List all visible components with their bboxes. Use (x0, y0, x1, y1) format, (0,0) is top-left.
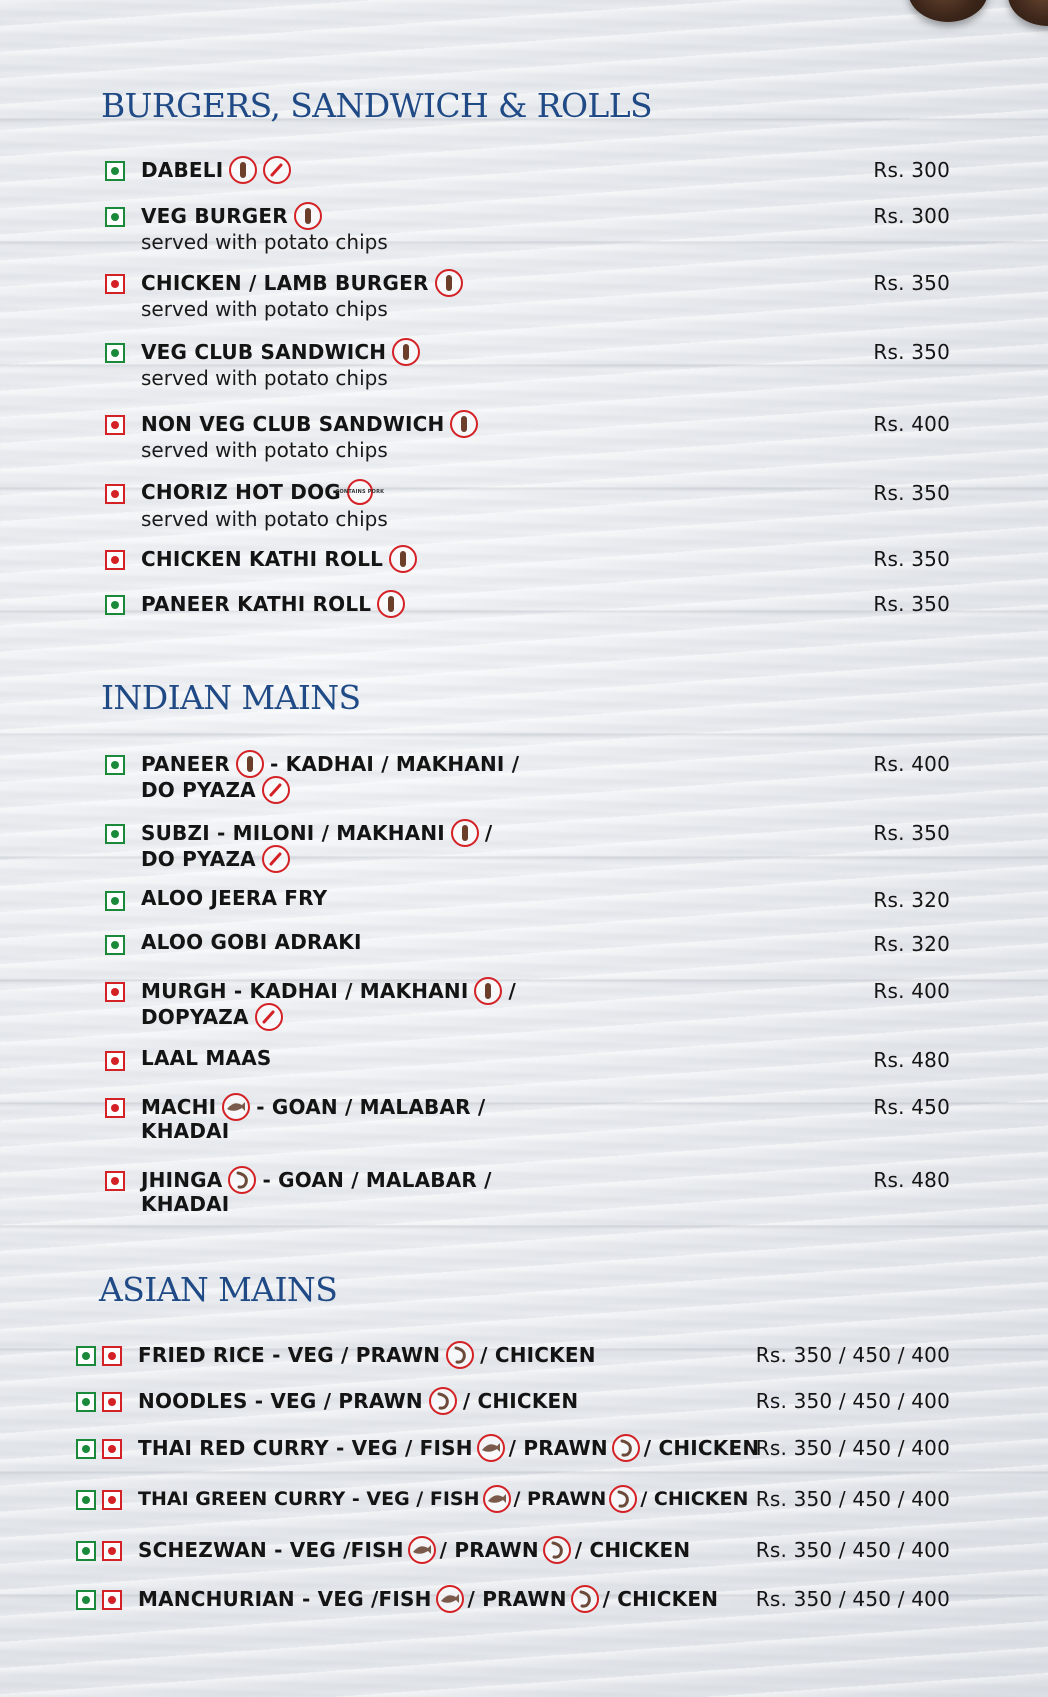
item-price: Rs. 450 (873, 1095, 950, 1119)
item-price: Rs. 400 (873, 979, 950, 1003)
prawn-icon (571, 1585, 599, 1613)
item-name: VEG BURGER (141, 204, 288, 228)
spicy-mild-icon (474, 977, 502, 1005)
item-name-variants: / (508, 979, 516, 1003)
contains-pork-icon: CONTAINS PORK (347, 479, 373, 505)
spicy-mild-icon (389, 545, 417, 573)
item-name-part: / CHICKEN (643, 1436, 760, 1460)
item-name-line2: DO PYAZA (141, 778, 256, 802)
item-price: Rs. 350 / 450 / 400 (755, 1487, 950, 1511)
item-name: FRIED RICE - VEG / PRAWN (138, 1343, 441, 1367)
spicy-mild-icon (450, 410, 478, 438)
spicy-chilli-icon (255, 1003, 283, 1031)
item-price: Rs. 350 / 450 / 400 (755, 1538, 950, 1562)
item-name: VEG CLUB SANDWICH (141, 340, 387, 364)
nonveg-icon (105, 484, 125, 504)
item-name: PANEER KATHI ROLL (141, 592, 372, 616)
prawn-icon (609, 1485, 637, 1513)
fish-icon (436, 1585, 464, 1613)
veg-icon (105, 343, 125, 363)
item-description: served with potato chips (141, 438, 388, 462)
item-price: Rs. 350 (873, 271, 950, 295)
item-price: Rs. 480 (873, 1048, 950, 1072)
section-title-burgers: BURGERS, SANDWICH & ROLLS (101, 86, 653, 125)
veg-icon (76, 1541, 96, 1561)
item-description: served with potato chips (141, 366, 388, 390)
veg-icon (105, 207, 125, 227)
fish-icon (483, 1485, 511, 1513)
nonveg-icon (102, 1392, 122, 1412)
item-price: Rs. 320 (873, 932, 950, 956)
item-price: Rs. 350 (873, 340, 950, 364)
item-name: MACHI (141, 1095, 217, 1119)
item-name-part: / CHICKEN (462, 1389, 579, 1413)
veg-icon (76, 1590, 96, 1610)
prawn-icon (446, 1341, 474, 1369)
spicy-chilli-icon (263, 156, 291, 184)
item-name: SUBZI - MILONI / MAKHANI (141, 821, 445, 845)
item-name: NON VEG CLUB SANDWICH (141, 412, 445, 436)
item-price: Rs. 300 (873, 158, 950, 182)
item-name-part: / CHICKEN (640, 1488, 749, 1510)
item-name-line2: KHADAI (141, 1119, 230, 1143)
item-name-variants: - KADHAI / MAKHANI / (269, 752, 520, 776)
spicy-mild-icon (392, 338, 420, 366)
nonveg-icon (102, 1439, 122, 1459)
item-name-part: / CHICKEN (602, 1587, 719, 1611)
item-name: DABELI (141, 158, 224, 182)
nonveg-icon (105, 274, 125, 294)
bowl-image (908, 0, 988, 22)
item-name: JHINGA (141, 1168, 223, 1192)
nonveg-icon (102, 1590, 122, 1610)
veg-icon (76, 1392, 96, 1412)
item-description: served with potato chips (141, 297, 388, 321)
item-name-part: / PRAWN (513, 1488, 607, 1510)
spicy-mild-icon (435, 269, 463, 297)
item-name-part: / PRAWN (467, 1587, 567, 1611)
veg-icon (105, 595, 125, 615)
nonveg-icon (105, 415, 125, 435)
item-name: PANEER (141, 752, 230, 776)
item-name: NOODLES - VEG / PRAWN (138, 1389, 423, 1413)
item-name-variants: - GOAN / MALABAR / (256, 1095, 486, 1119)
item-name-variants: - GOAN / MALABAR / (262, 1168, 492, 1192)
item-price: Rs. 350 (873, 481, 950, 505)
item-name: CHICKEN / LAMB BURGER (141, 271, 429, 295)
veg-icon (105, 935, 125, 955)
item-name-line2: DO PYAZA (141, 847, 256, 871)
section-title-indian-mains: INDIAN MAINS (101, 678, 361, 717)
bowl-image (1008, 0, 1048, 26)
item-name-line2: KHADAI (141, 1192, 230, 1216)
nonveg-icon (102, 1346, 122, 1366)
item-name-variants: / (484, 821, 493, 845)
item-name: MURGH - KADHAI / MAKHANI (141, 979, 469, 1003)
nonveg-icon (102, 1541, 122, 1561)
nonveg-icon (105, 1171, 125, 1191)
item-name-part: / PRAWN (439, 1538, 539, 1562)
item-description: served with potato chips (141, 507, 388, 531)
item-price: Rs. 350 (873, 547, 950, 571)
decorative-bowls (908, 0, 1048, 30)
item-price: Rs. 350 (873, 592, 950, 616)
item-price: Rs. 300 (873, 204, 950, 228)
item-name-part: / PRAWN (508, 1436, 608, 1460)
item-price: Rs. 350 (873, 821, 950, 845)
spicy-chilli-icon (262, 776, 290, 804)
veg-icon (105, 824, 125, 844)
item-name-part: / CHICKEN (480, 1343, 596, 1367)
item-name-line2: DOPYAZA (141, 1005, 249, 1029)
prawn-icon (543, 1536, 571, 1564)
item-name: CHORIZ HOT DOG (141, 480, 341, 504)
spicy-mild-icon (229, 156, 257, 184)
spicy-mild-icon (236, 750, 264, 778)
item-name: MANCHURIAN - VEG /FISH (138, 1587, 432, 1611)
nonveg-icon (105, 1098, 125, 1118)
item-price: Rs. 400 (873, 752, 950, 776)
item-price: Rs. 320 (873, 888, 950, 912)
fish-icon (408, 1536, 436, 1564)
veg-icon (105, 755, 125, 775)
item-name: ALOO GOBI ADRAKI (141, 930, 362, 954)
item-price: Rs. 350 / 450 / 400 (755, 1389, 950, 1413)
spicy-mild-icon (377, 590, 405, 618)
item-name: THAI RED CURRY - VEG / FISH (138, 1436, 473, 1460)
prawn-icon (612, 1434, 640, 1462)
item-description: served with potato chips (141, 230, 388, 254)
section-title-asian-mains: ASIAN MAINS (99, 1270, 338, 1309)
prawn-icon (429, 1387, 457, 1415)
fish-icon (477, 1434, 505, 1462)
fish-icon (222, 1093, 250, 1121)
item-name: THAI GREEN CURRY - VEG / FISH (138, 1488, 480, 1510)
nonveg-icon (102, 1490, 122, 1510)
nonveg-icon (105, 550, 125, 570)
item-price: Rs. 350 / 450 / 400 (755, 1587, 950, 1611)
spicy-mild-icon (294, 202, 322, 230)
prawn-icon (228, 1166, 256, 1194)
veg-icon (105, 891, 125, 911)
item-name: LAAL MAAS (141, 1046, 272, 1070)
item-price: Rs. 350 / 450 / 400 (755, 1436, 950, 1460)
item-name: ALOO JEERA FRY (141, 886, 328, 910)
veg-icon (76, 1439, 96, 1459)
spicy-mild-icon (451, 819, 479, 847)
item-price: Rs. 350 / 450 / 400 (755, 1343, 950, 1367)
item-name-part: / CHICKEN (574, 1538, 691, 1562)
item-price: Rs. 480 (873, 1168, 950, 1192)
nonveg-icon (105, 1051, 125, 1071)
veg-icon (76, 1346, 96, 1366)
item-name: SCHEZWAN - VEG /FISH (138, 1538, 404, 1562)
spicy-chilli-icon (262, 845, 290, 873)
veg-icon (76, 1490, 96, 1510)
veg-icon (105, 161, 125, 181)
nonveg-icon (105, 982, 125, 1002)
item-name: CHICKEN KATHI ROLL (141, 547, 384, 571)
item-price: Rs. 400 (873, 412, 950, 436)
